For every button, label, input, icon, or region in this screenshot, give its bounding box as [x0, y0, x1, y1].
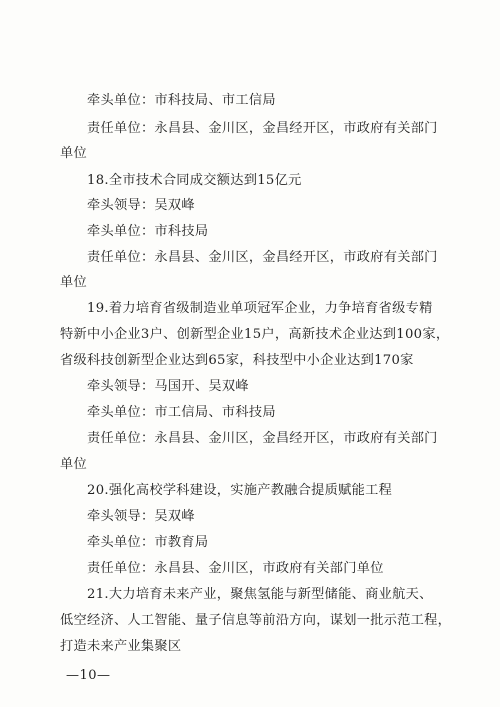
- responsible-unit-line: 责任单位：永昌县、金川区，金昌经开区，市政府有关部门: [87, 121, 438, 136]
- item-heading-18: 18.全市技术合同成交额达到15亿元: [87, 173, 302, 188]
- lead-unit-line: 牵头单位：市科技局、市工信局: [87, 93, 276, 108]
- continuation-line: 单位: [60, 275, 87, 290]
- continuation-line: 单位: [60, 457, 87, 472]
- item-body-line: 省级科技创新型企业达到65家，科技型中小企业达到170家: [60, 353, 414, 368]
- item-body-line: 打造未来产业集聚区: [60, 639, 182, 654]
- responsible-unit-line: 责任单位：永昌县、金川区，市政府有关部门单位: [87, 561, 384, 576]
- lead-leader-line: 牵头领导：吴双峰: [87, 509, 195, 524]
- lead-leader-line: 牵头领导：马国开、吴双峰: [87, 379, 249, 394]
- item-body-line: 特新中小企业3户、创新型企业15户，高新技术企业达到100家，: [60, 327, 450, 342]
- lead-unit-line: 牵头单位：市教育局: [87, 535, 209, 550]
- lead-unit-line: 牵头单位：市工信局、市科技局: [87, 405, 276, 420]
- responsible-unit-line: 责任单位：永昌县、金川区，金昌经开区，市政府有关部门: [87, 250, 438, 265]
- lead-unit-line: 牵头单位：市科技局: [87, 224, 209, 239]
- item-body-line: 低空经济、人工智能、量子信息等前沿方向，谋划一批示范工程，: [60, 613, 452, 628]
- continuation-line: 单位: [60, 146, 87, 161]
- page-number: —10—: [66, 668, 111, 683]
- responsible-unit-line: 责任单位：永昌县、金川区，金昌经开区，市政府有关部门: [87, 431, 438, 446]
- item-heading-20: 20.强化高校学科建设，实施产教融合提质赋能工程: [87, 483, 393, 498]
- item-heading-21: 21.大力培育未来产业，聚焦氢能与新型储能、商业航天、: [87, 587, 433, 602]
- item-heading-19: 19.着力培育省级制造业单项冠军企业，力争培育省级专精: [87, 301, 433, 316]
- lead-leader-line: 牵头领导：吴双峰: [87, 198, 195, 213]
